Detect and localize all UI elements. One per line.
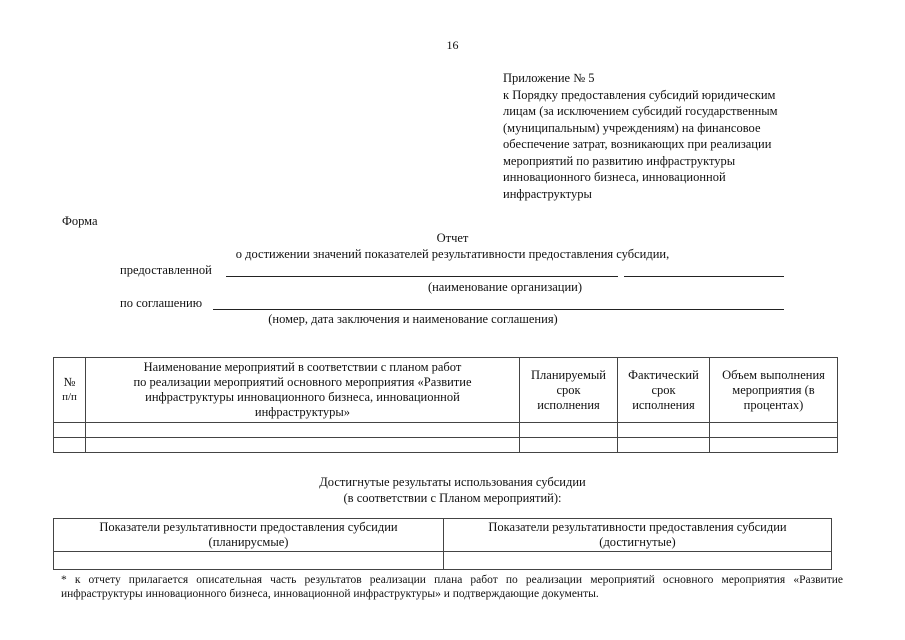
agreement-label: по соглашению bbox=[120, 296, 203, 310]
appendix-line: инновационного бизнеса, инновационной bbox=[503, 170, 726, 184]
header-actual-term: Фактический срок исполнения bbox=[618, 358, 710, 423]
page-number: 16 bbox=[446, 38, 459, 52]
organization-caption: (наименование организации) bbox=[427, 280, 583, 294]
header-volume: Объем выполнения мероприятия (в процентах) bbox=[710, 358, 838, 423]
results-title: Достигнутые результаты использования субсидии (в соответствии с Планом мероприятий): bbox=[319, 475, 586, 505]
appendix-line: обеспечение затрат, возникающих при реализации bbox=[503, 137, 772, 151]
agreement-line[interactable] bbox=[213, 309, 784, 310]
header-planned-indicators: Показатели результативности предоставления субсидии (планирусмые) bbox=[54, 519, 444, 552]
table-row bbox=[54, 552, 832, 570]
cell-empty[interactable] bbox=[54, 423, 86, 438]
cell-empty[interactable] bbox=[520, 438, 618, 453]
cell-empty[interactable] bbox=[86, 423, 520, 438]
header-num: № п/п bbox=[54, 358, 86, 423]
appendix-line: мероприятий по развитию инфраструктуры bbox=[503, 153, 736, 168]
form-label: Форма bbox=[62, 214, 98, 228]
table-header-row bbox=[54, 519, 832, 552]
report-subtitle: о достижении значений показателей результативности предоставления субсидии, bbox=[235, 247, 670, 261]
organization-name-line-extra[interactable] bbox=[624, 276, 784, 277]
cell-empty[interactable] bbox=[710, 423, 838, 438]
cell-empty[interactable] bbox=[618, 438, 710, 453]
appendix-title: Приложение № 5 bbox=[503, 71, 595, 85]
cell-empty[interactable] bbox=[520, 423, 618, 438]
appendix-line: инфраструктуры bbox=[503, 186, 592, 201]
indicators-table bbox=[53, 518, 832, 570]
header-planned-term: Планируемый срок исполнения bbox=[520, 358, 618, 423]
measures-table bbox=[53, 357, 838, 453]
table-header-row bbox=[54, 358, 838, 423]
appendix-line: к Порядку предоставления субсидий юридическим bbox=[503, 87, 776, 102]
cell-empty[interactable] bbox=[618, 423, 710, 438]
appendix-block bbox=[503, 70, 833, 202]
header-achieved-indicators: Показатели результативности предоставления субсидии (достигнутые) bbox=[444, 519, 832, 552]
table-row bbox=[54, 423, 838, 438]
appendix-line: лицам (за исключением субсидий государственным bbox=[503, 104, 778, 118]
table-row bbox=[54, 438, 838, 453]
cell-empty[interactable] bbox=[710, 438, 838, 453]
footnote: * к отчету прилагается описательная часть результатов реализации плана работ по реализации мероприятий основного мероприятия «Развитие инфраструктуры инновационного бизнеса, инновационной инфраструктуры» и подтверждающие документы. bbox=[61, 574, 843, 600]
cell-empty[interactable] bbox=[54, 552, 444, 570]
cell-empty[interactable] bbox=[86, 438, 520, 453]
header-measure-name: Наименование мероприятий в соответствии с планом работ по реализации мероприятий основного мероприятия «Развитие инфраструктуры инновационного бизнеса, инновационной инфраструктуры» bbox=[86, 358, 520, 423]
organization-name-line[interactable] bbox=[226, 276, 618, 277]
cell-empty[interactable] bbox=[444, 552, 832, 570]
cell-empty[interactable] bbox=[54, 438, 86, 453]
appendix-line: (муниципальным) учреждениям) на финансовое bbox=[503, 120, 761, 135]
agreement-caption: (номер, дата заключения и наименование соглашения) bbox=[268, 312, 558, 326]
provided-label: предоставленной bbox=[120, 263, 212, 277]
report-title: Отчет bbox=[436, 231, 469, 245]
